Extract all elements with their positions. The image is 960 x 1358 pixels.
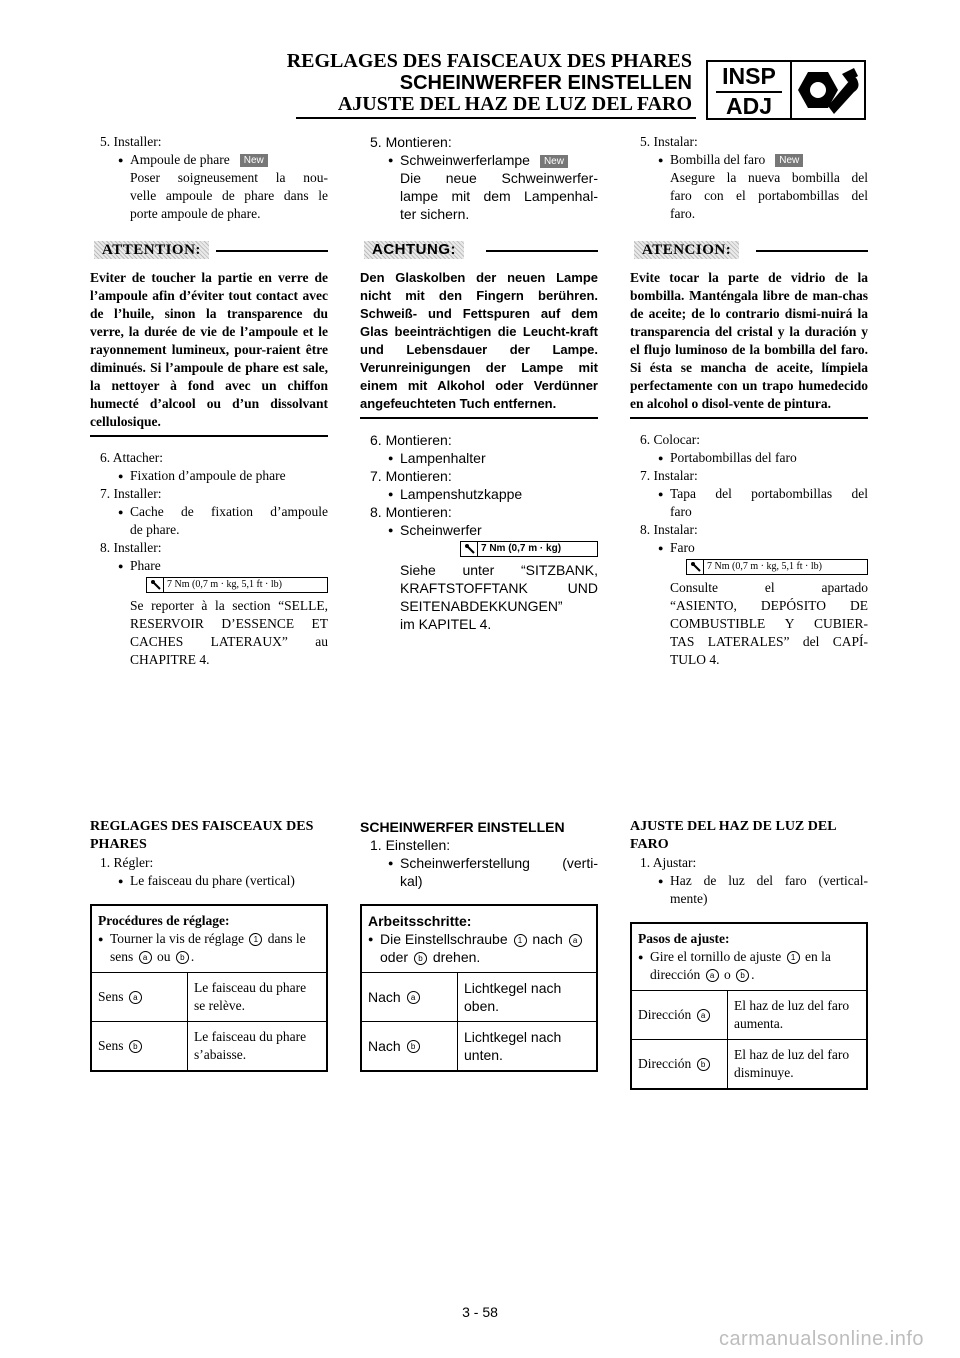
procedure-row-down-fr: Sens b Le faisceau du phare s’abaisse.: [92, 1022, 326, 1070]
adjust-section-de: [360, 818, 598, 1072]
new-badge: New: [540, 155, 568, 168]
wrench-nut-icon: [798, 66, 860, 116]
attention-rule: [216, 250, 328, 252]
step-7-item-es-2: faro: [670, 504, 692, 519]
callout-b: b: [176, 951, 189, 964]
step-7-fr: 7. Installer:: [100, 486, 162, 501]
step-8-de: 8. Montieren:: [370, 504, 452, 520]
adjust-item-es-2: mente): [670, 891, 708, 906]
atencion-label: ATENCION:: [634, 241, 739, 259]
achtung-bottom-rule: [360, 417, 598, 419]
column-fr: [90, 133, 328, 669]
adjust-section-fr: [90, 818, 328, 1072]
procedure-head-es: Pasos de ajuste: Gire el tornillo de ajuste 1 en la dirección a o b .: [632, 924, 866, 991]
step-5-text-de-1: Die neue Schweinwerfer-: [400, 170, 598, 186]
adjust-step-de: 1. Einstellen:: [370, 837, 451, 853]
procedure-table-es: [630, 922, 868, 1090]
attention-bottom-rule: [90, 435, 328, 437]
section-title-fr-2: PHARES: [90, 837, 147, 852]
step-5-text-de-3: ter sichern.: [400, 206, 470, 222]
header-rule: [296, 117, 696, 119]
callout-a: a: [569, 934, 582, 947]
step-8-item-es: ● Faro: [630, 539, 868, 557]
step-5-text-fr-2: velle ampoule de phare dans le: [130, 188, 328, 203]
procedure-table-de: [360, 904, 598, 1072]
step-6-item-de: ● Lampenhalter: [360, 449, 598, 467]
column-de: [360, 133, 598, 633]
ref-de-2: KRAFTSTOFFTANK UND: [400, 580, 598, 596]
ref-de-4: im KAPITEL 4.: [400, 616, 492, 632]
ref-es-5: TULO 4.: [670, 652, 720, 667]
procedure-row-down-de: Nach b Lichtkegel nach unten.: [362, 1022, 596, 1070]
watermark: carmanualsonline.info: [718, 1328, 924, 1350]
step-8-item-fr: ● Phare: [90, 557, 328, 575]
adjust-step-es: 1. Ajustar:: [640, 855, 697, 870]
adjust-item-fr: ● Le faisceau du phare (vertical): [90, 872, 328, 890]
adjust-step-fr: 1. Régler:: [100, 855, 154, 870]
page-number: 3 - 58: [462, 1304, 498, 1320]
step-7-es: 7. Instalar:: [640, 468, 698, 483]
procedure-title-es: Pasos de ajuste:: [638, 931, 730, 946]
new-badge: New: [240, 154, 268, 167]
section-title-fr-1: REGLAGES DES FAISCEAUX DES: [90, 819, 314, 834]
step-5-text-fr-3: porte ampoule de phare.: [130, 206, 261, 221]
ref-es-2: “ASIENTO, DEPÓSITO DE: [670, 598, 868, 613]
torque-value-fr: 7 Nm (0,7 m · kg, 5,1 ft · lb): [167, 579, 282, 590]
procedure-title-fr: Procédures de réglage:: [98, 913, 230, 928]
procedure-row-up-fr: Sens a Le faisceau du phare se relève.: [92, 973, 326, 1022]
achtung-text: Den Glaskolben der neuen Lampe nicht mit den Fingern berühren. Schweiß- und Fettspuren auf dem Glas beeinträchtigen die Leucht-kraft und Lebensdauer der Lampe. Verunreinigungen der Lampe mit einem mit Alkohol oder Verdünner angefeuchteten Tuch entfernen.: [360, 270, 598, 411]
step-5-item-fr: ● Ampoule de phare New: [90, 151, 328, 169]
achtung-rule: [486, 250, 598, 252]
callout-1: 1: [514, 934, 527, 947]
achtung-label: ACHTUNG:: [364, 241, 464, 259]
torque-value-es: 7 Nm (0,7 m · kg, 5,1 ft · lb): [707, 561, 822, 572]
atencion-text: Evite tocar la parte de vidrio de la bombilla. Manténgala libre de man-chas de aceite; de lo contrario dismi-nuirá la transparencia del cristal y la duración y el flujo luminoso de la bombilla del faro. Si ésta se mancha de aceite, límpiela perfectamente con un trapo humedecido en alcohol o disol-vente de pintura.: [630, 270, 868, 411]
adjust-item-de-1: ● Scheinwerferstellung (verti-: [360, 854, 598, 872]
callout-b: b: [736, 969, 749, 982]
badge-insp-label: INSP: [722, 63, 776, 89]
ref-es-4: TAS LATERALES” del CAPÍ-: [670, 634, 868, 649]
torque-spec-es: [686, 559, 868, 575]
step-8-es: 8. Instalar:: [640, 522, 698, 537]
attention-label: ATTENTION:: [94, 241, 209, 259]
step-5-de: 5. Montieren:: [370, 134, 452, 150]
section-title-de: SCHEINWERFER EINSTELLEN: [360, 819, 565, 835]
section-title-es-2: FARO: [630, 837, 669, 852]
callout-1: 1: [249, 933, 262, 946]
ref-es-1: Consulte el apartado: [670, 580, 868, 595]
torque-wrench-icon: [150, 579, 162, 591]
torque-spec-de: [460, 541, 598, 557]
header-title-es: AJUSTE DEL HAZ DE LUZ DEL FARO: [337, 93, 692, 115]
ref-es-3: COMBUSTIBLE Y CUBIER-: [670, 616, 868, 631]
step-6-de: 6. Montieren:: [370, 432, 452, 448]
attention-heading: [90, 239, 328, 263]
step-5-text-de-2: lampe mit dem Lampenhal-: [400, 188, 598, 204]
header-title-fr: REGLAGES DES FAISCEAUX DES PHARES: [286, 50, 692, 72]
procedure-row-up-de: Nach a Lichtkegel nach oben.: [362, 973, 596, 1022]
atencion-rule: [756, 250, 868, 252]
atencion-bottom-rule: [630, 417, 868, 419]
ref-fr-1: Se reporter à la section “SELLE,: [130, 598, 328, 613]
insp-adj-badge: [706, 60, 866, 120]
torque-wrench-icon: [464, 543, 476, 555]
adjust-section-es: [630, 818, 868, 1090]
step-7-de: 7. Montieren:: [370, 468, 452, 484]
callout-a: a: [139, 951, 152, 964]
callout-a: a: [706, 969, 719, 982]
step-6-fr: 6. Attacher:: [100, 450, 163, 465]
step-5-es: 5. Instalar:: [640, 134, 698, 149]
step-5-item-es: ● Bombilla del faro New: [630, 151, 868, 169]
step-6-es: 6. Colocar:: [640, 432, 700, 447]
step-5-text-fr-1: Poser soigneusement la nou-: [130, 170, 328, 185]
step-5-fr: 5. Installer:: [100, 134, 162, 149]
procedure-table-fr: [90, 904, 328, 1072]
procedure-title-de: Arbeitsschritte:: [368, 913, 472, 929]
column-es: [630, 133, 868, 669]
new-badge: New: [775, 154, 803, 167]
step-8-fr: 8. Installer:: [100, 540, 162, 555]
badge-adj-label: ADJ: [725, 93, 772, 119]
step-5-item-de: ● Schweinwerferlampe New: [360, 151, 598, 169]
step-8-item-de: ● Scheinwerfer: [360, 521, 598, 539]
section-title-es-1: AJUSTE DEL HAZ DE LUZ DEL: [630, 819, 837, 834]
step-5-text-es-3: faro.: [670, 206, 696, 221]
torque-wrench-icon: [690, 561, 702, 573]
step-6-item-fr: ● Fixation d’ampoule de phare: [90, 467, 328, 485]
procedure-row-down-es: Dirección b El haz de luz del faro disminuye.: [632, 1040, 866, 1088]
atencion-heading: [630, 239, 868, 263]
callout-b: b: [414, 952, 427, 965]
header-title-de: SCHEINWERFER EINSTELLEN: [399, 72, 692, 94]
procedure-head-fr: Procédures de réglage: Tourner la vis de réglage 1 dans le sens a ou b .: [92, 906, 326, 973]
adjust-item-de-2: kal): [400, 873, 423, 889]
ref-fr-3: CACHES LATERAUX” au: [130, 634, 328, 649]
step-7-item-fr-1: ● Cache de fixation d’ampoule: [90, 503, 328, 521]
procedure-row-up-es: Dirección a El haz de luz del faro aumenta.: [632, 991, 866, 1040]
step-7-item-es-1: ● Tapa del portabombillas del: [630, 485, 868, 503]
adjust-item-es-1: ● Haz de luz del faro (vertical-: [630, 872, 868, 890]
step-5-text-es-1: Asegure la nueva bombilla del: [670, 170, 868, 185]
step-7-item-de: ● Lampenshutzkappe: [360, 485, 598, 503]
ref-de-1: Siehe unter “SITZBANK,: [400, 562, 598, 578]
ref-fr-4: CHAPITRE 4.: [130, 652, 210, 667]
step-5-text-es-2: faro con el portabombillas del: [670, 188, 868, 203]
achtung-heading: [360, 239, 598, 263]
torque-value-de: 7 Nm (0,7 m · kg): [481, 543, 562, 554]
callout-1: 1: [787, 951, 800, 964]
step-6-item-es: ● Portabombillas del faro: [630, 449, 868, 467]
procedure-head-de: Arbeitsschritte: Die Einstellschraube 1 nach a oder b drehen.: [362, 906, 596, 973]
badge-separator: [790, 62, 792, 118]
torque-spec-fr: [146, 577, 328, 593]
step-7-item-fr-2: de phare.: [130, 522, 180, 537]
ref-fr-2: RESERVOIR D’ESSENCE ET: [130, 616, 328, 631]
ref-de-3: SEITENABDEKKUNGEN”: [400, 598, 563, 614]
attention-text: Eviter de toucher la partie en verre de l’ampoule afin d’éviter tout contact avec de l’huile, sinon la transparence du verre, la durée de vie de l’ampoule et le rayonnement lumineux, pour-raient être diminués. Si l’ampoule de phare est sale, la nettoyer à fond avec un chiffon humecté d’alcool ou d’un dissolvant cellulosique.: [90, 270, 328, 429]
